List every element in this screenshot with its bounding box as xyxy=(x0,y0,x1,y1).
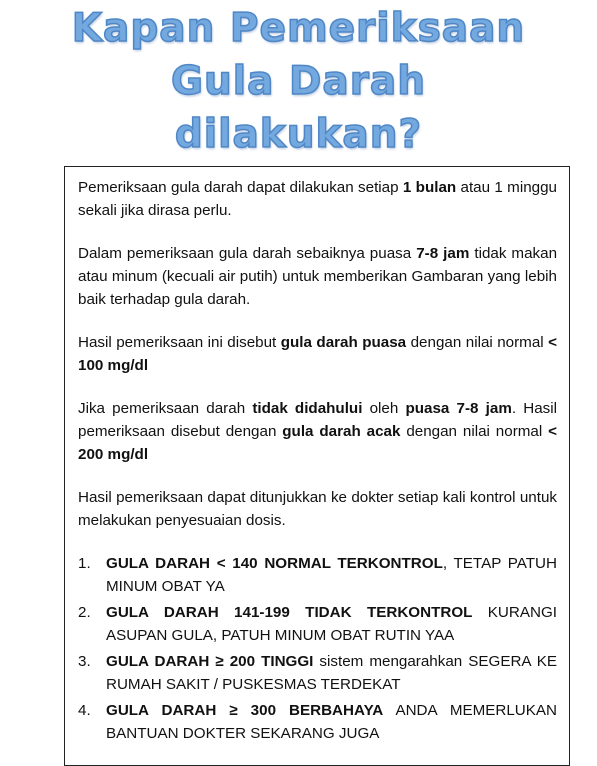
paragraph-fasting-instruction: Dalam pemeriksaan gula darah sebaiknya puasa 7-8 jam tidak makan atau minum (kecuali air putih) untuk memberikan Gambaran yang lebih baik terhadap gula darah. xyxy=(78,245,558,308)
paragraph-consult: Hasil pemeriksaan dapat ditunjukkan ke dokter setiap kali kontrol untuk melakukan penyesuaian dosis. xyxy=(78,489,557,529)
title-line-1: Kapan Pemeriksaan xyxy=(71,6,526,51)
fasting-duration-2: puasa 7-8 jam xyxy=(405,400,512,417)
frequency-highlight: 1 bulan xyxy=(402,179,457,196)
fasting-normal-value: < 100 mg/dl xyxy=(78,334,557,374)
paragraph-frequency: Pemeriksaan gula darah dapat dilakukan setiap 1 bulan atau 1 minggu sekali jika dirasa perlu. xyxy=(78,179,557,219)
paragraph-fasting-result: Hasil pemeriksaan ini disebut gula darah puasa dengan nilai normal < 100 mg/dl xyxy=(78,334,557,374)
no-fasting-term: tidak didahului xyxy=(252,400,363,417)
list-item: 2. GULA DARAH 141-199 TIDAK TERKONTROL KURANGI ASUPAN GULA, PATUH MINUM OBAT RUTIN YAA xyxy=(78,604,557,644)
paragraph-random-result: Jika pemeriksaan darah tidak didahului oleh puasa 7-8 jam. Hasil pemeriksaan disebut dengan gula darah acak dengan nilai normal < 200 mg/dl xyxy=(78,400,557,463)
random-glucose-term: gula darah acak xyxy=(282,423,401,440)
page-title xyxy=(0,2,597,161)
content-text xyxy=(78,176,557,748)
list-item: 1. GULA DARAH < 140 NORMAL TERKONTROL, TETAP PATUH MINUM OBAT YA xyxy=(78,555,557,595)
list-item: 3. GULA DARAH ≥ 200 TINGGI sistem mengarahkan SEGERA KE RUMAH SAKIT / PUSKESMAS TERDEKAT xyxy=(78,653,557,693)
fasting-duration: 7-8 jam xyxy=(416,245,470,262)
title-line-2: Gula Darah xyxy=(170,59,427,104)
fasting-glucose-term: gula darah puasa xyxy=(280,334,407,351)
title-line-3: dilakukan? xyxy=(174,112,423,157)
glucose-level-list xyxy=(78,552,557,745)
random-normal-value: < 200 mg/dl xyxy=(78,423,557,463)
list-item: 4. GULA DARAH ≥ 300 BERBAHAYA ANDA MEMERLUKAN BANTUAN DOKTER SEKARANG JUGA xyxy=(78,702,557,742)
